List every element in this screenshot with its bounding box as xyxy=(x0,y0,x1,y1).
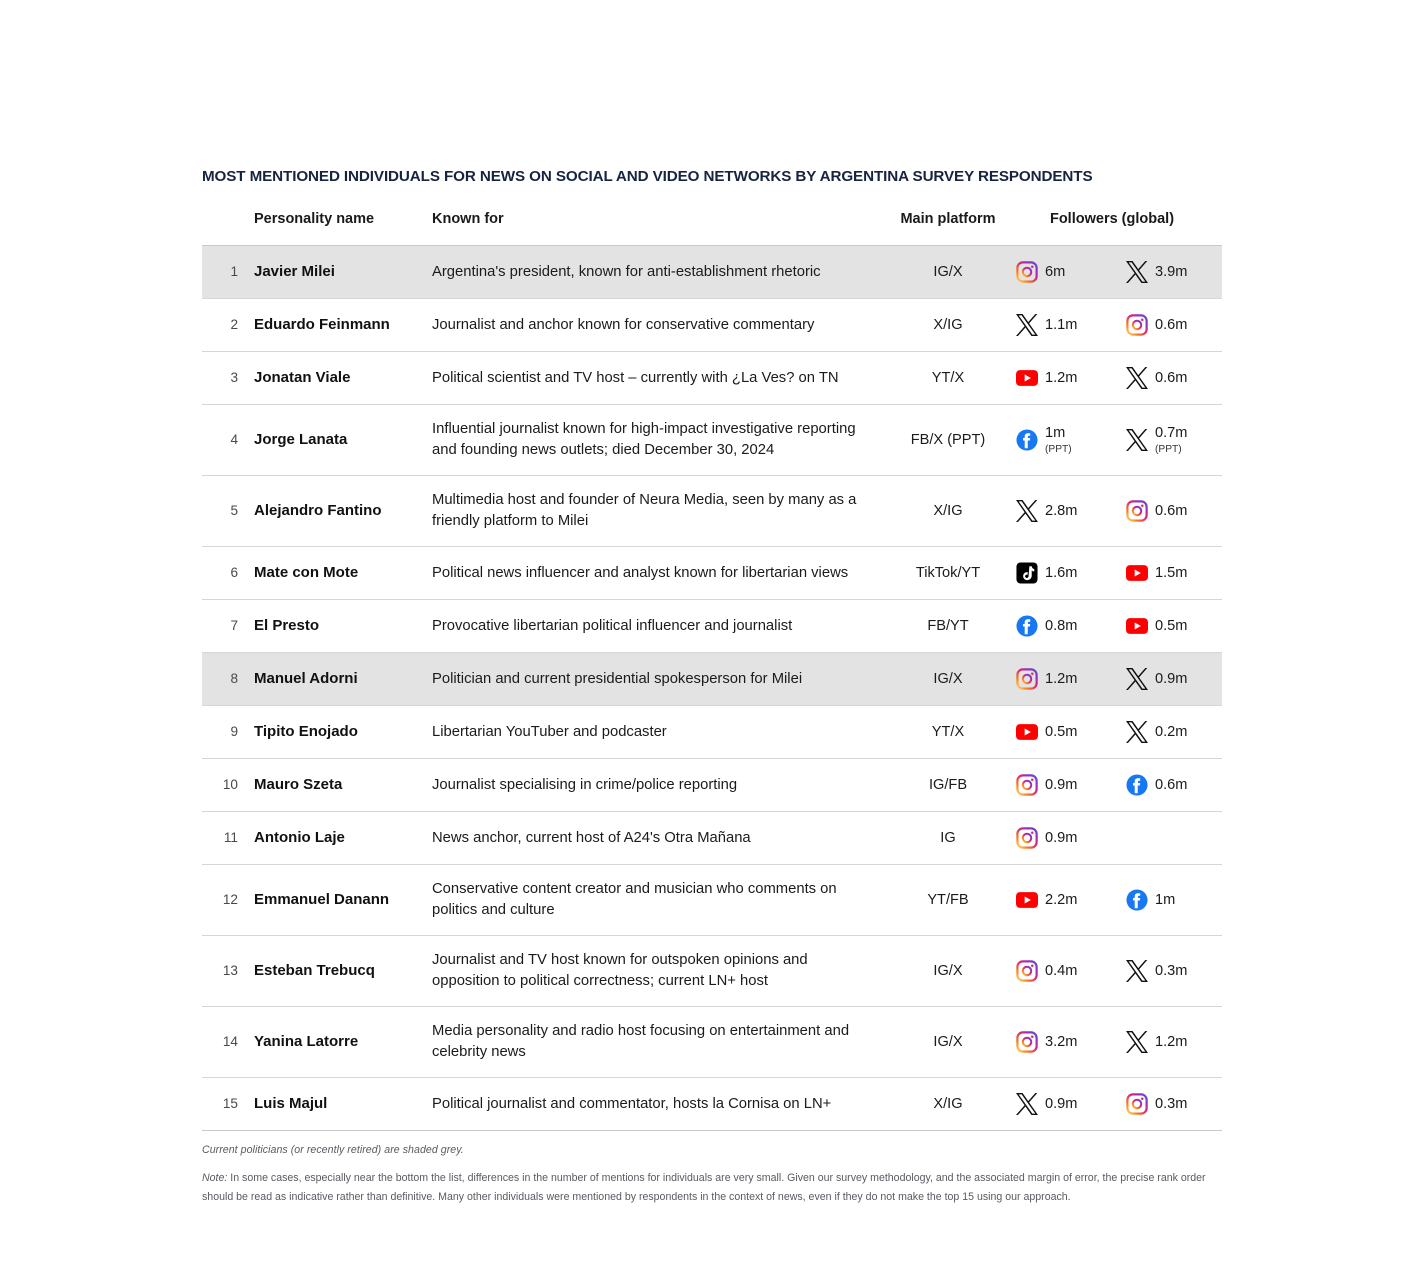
followers-entry xyxy=(1016,561,1112,585)
instagram-icon xyxy=(1016,960,1038,982)
cell-known-for: Multimedia host and founder of Neura Media, seen by many as a friendly platform to Milei xyxy=(432,492,857,529)
cell-rank: 15 xyxy=(222,1096,238,1112)
instagram-icon xyxy=(1016,1031,1038,1053)
cell-followers-2 xyxy=(1112,653,1222,706)
cell-main-platform: IG/FB xyxy=(928,776,968,793)
instagram-icon xyxy=(1016,827,1038,849)
cell-rank: 10 xyxy=(222,777,238,793)
cell-known-for: News anchor, current host of A24's Otra Mañana xyxy=(432,829,751,846)
cell-rank: 1 xyxy=(202,246,254,299)
rankings-table xyxy=(202,211,1222,1131)
cell-followers-1 xyxy=(1002,405,1112,476)
table-row xyxy=(202,352,1222,405)
followers-count: 0.8m xyxy=(1045,617,1078,634)
cell-personality-name: Mauro Szeta xyxy=(254,776,343,794)
cell-followers-2 xyxy=(1112,1007,1222,1078)
cell-known-for: Journalist and anchor known for conservative commentary xyxy=(432,316,815,333)
column-header-name: Personality name xyxy=(254,211,375,227)
cell-personality-name: El Presto xyxy=(254,617,320,635)
x-icon xyxy=(1016,1093,1038,1115)
followers-value-wrap xyxy=(1045,368,1077,389)
youtube-icon xyxy=(1016,889,1038,911)
cell-followers-2 xyxy=(1112,1078,1222,1131)
followers-count: 0.9m xyxy=(1045,829,1078,846)
cell-main-platform: X/IG xyxy=(933,316,963,333)
followers-value-wrap xyxy=(1155,262,1187,283)
x-icon xyxy=(1016,314,1038,336)
footnote-note-body: In some cases, especially near the bottom the list, differences in the number of mentions for individuals are very small. Given our survey methodology, and the associated margin of error, the precise rank order should be read as indicative rather than definitive. Many other individuals were mentioned by respondents in the context of news, even if they do not make the top 15 using our approach. xyxy=(202,1172,1206,1203)
followers-value-wrap xyxy=(1155,423,1187,456)
cell-followers-1 xyxy=(1002,936,1112,1007)
x-icon xyxy=(1016,500,1038,522)
table-row xyxy=(202,405,1222,476)
followers-count: 3.2m xyxy=(1045,1033,1078,1050)
cell-main-platform: IG/X xyxy=(933,1033,963,1050)
cell-followers-1 xyxy=(1002,706,1112,759)
followers-value-wrap xyxy=(1155,315,1187,336)
page-title: MOST MENTIONED INDIVIDUALS FOR NEWS ON SOCIAL AND VIDEO NETWORKS BY ARGENTINA SURVEY RESPONDENTS xyxy=(202,168,1093,185)
cell-rank: 7 xyxy=(230,618,238,634)
followers-count: 1.5m xyxy=(1155,564,1188,581)
followers-value-wrap xyxy=(1045,669,1077,690)
followers-value-wrap xyxy=(1155,722,1187,743)
cell-followers-1 xyxy=(1002,299,1112,352)
cell-known-for: Political news influencer and analyst known for libertarian views xyxy=(432,564,849,581)
followers-value-wrap xyxy=(1045,828,1077,849)
followers-entry xyxy=(1126,667,1222,691)
cell-followers-1 xyxy=(1002,865,1112,936)
followers-entry xyxy=(1016,888,1112,912)
cell-followers-2 xyxy=(1112,352,1222,405)
followers-count: 0.6m xyxy=(1155,502,1188,519)
cell-followers-2 xyxy=(1112,299,1222,352)
cell-known-for: Provocative libertarian political influencer and journalist xyxy=(432,617,793,634)
cell-followers-1 xyxy=(1002,1078,1112,1131)
followers-value-wrap xyxy=(1155,1032,1187,1053)
cell-followers-1 xyxy=(1002,352,1112,405)
followers-count: 0.6m xyxy=(1155,776,1188,793)
instagram-icon xyxy=(1016,774,1038,796)
cell-known-for: Politician and current presidential spokesperson for Milei xyxy=(432,653,894,706)
followers-subnote: (PPT) xyxy=(1155,444,1182,456)
cell-followers-2 xyxy=(1112,246,1222,299)
followers-count: 6m xyxy=(1045,263,1066,280)
followers-value-wrap xyxy=(1045,315,1077,336)
followers-count: 0.9m xyxy=(1155,670,1188,687)
followers-entry xyxy=(1016,260,1112,284)
cell-rank: 6 xyxy=(230,565,238,581)
followers-entry xyxy=(1016,499,1112,523)
followers-count: 0.7m xyxy=(1155,425,1188,442)
followers-value-wrap xyxy=(1155,890,1175,911)
youtube-icon xyxy=(1126,615,1148,637)
table-header xyxy=(202,211,1222,246)
cell-personality-name: Antonio Laje xyxy=(254,829,345,847)
followers-value-wrap xyxy=(1045,563,1077,584)
cell-known-for: Libertarian YouTuber and podcaster xyxy=(432,723,667,740)
table-row xyxy=(202,936,1222,1007)
followers-entry xyxy=(1016,313,1112,337)
followers-entry xyxy=(1126,366,1222,390)
cell-rank: 11 xyxy=(223,830,238,846)
cell-followers-1 xyxy=(1002,1007,1112,1078)
cell-followers-2 xyxy=(1112,936,1222,1007)
column-header-rank xyxy=(202,211,254,246)
cell-rank: 12 xyxy=(222,892,238,908)
followers-entry xyxy=(1126,720,1222,744)
followers-value-wrap xyxy=(1155,775,1187,796)
followers-entry xyxy=(1016,826,1112,850)
followers-count: 0.5m xyxy=(1045,723,1078,740)
instagram-icon xyxy=(1126,1093,1148,1115)
table-row xyxy=(202,812,1222,865)
followers-count: 0.4m xyxy=(1045,962,1078,979)
youtube-icon xyxy=(1016,367,1038,389)
cell-followers-1 xyxy=(1002,246,1112,299)
cell-main-platform: FB/YT xyxy=(927,617,969,634)
cell-known-for: Political journalist and commentator, hosts la Cornisa on LN+ xyxy=(432,1095,832,1112)
cell-main-platform: IG xyxy=(940,829,956,846)
cell-known-for: Argentina's president, known for anti-establishment rhetoric xyxy=(432,246,894,299)
followers-count: 0.9m xyxy=(1045,1095,1078,1112)
facebook-icon xyxy=(1126,774,1148,796)
followers-count: 0.5m xyxy=(1155,617,1188,634)
cell-rank: 4 xyxy=(230,432,238,448)
followers-entry xyxy=(1016,366,1112,390)
followers-count: 1.1m xyxy=(1045,316,1078,333)
cell-followers-2 xyxy=(1112,759,1222,812)
table-row xyxy=(202,547,1222,600)
followers-value-wrap xyxy=(1045,722,1077,743)
followers-count: 0.2m xyxy=(1155,723,1188,740)
instagram-icon xyxy=(1016,668,1038,690)
table-row xyxy=(202,759,1222,812)
followers-entry xyxy=(1126,499,1222,523)
youtube-icon xyxy=(1126,562,1148,584)
cell-main-platform: TikTok/YT xyxy=(915,564,981,581)
followers-value-wrap xyxy=(1045,961,1077,982)
cell-personality-name: Mate con Mote xyxy=(254,564,359,582)
cell-main-platform: YT/X xyxy=(931,369,965,386)
cell-main-platform: IG/X xyxy=(894,246,1002,299)
followers-count: 2.2m xyxy=(1045,891,1078,908)
followers-value-wrap xyxy=(1045,1094,1077,1115)
followers-entry xyxy=(1126,1092,1222,1116)
cell-known-for: Influential journalist known for high-impact investigative reporting and founding news outlets; died December 30, 2024 xyxy=(432,421,856,458)
column-header-known-for: Known for xyxy=(432,211,504,227)
table-row xyxy=(202,1007,1222,1078)
followers-count: 1.2m xyxy=(1045,369,1078,386)
followers-value-wrap xyxy=(1155,1094,1187,1115)
x-icon xyxy=(1126,668,1148,690)
instagram-icon xyxy=(1126,500,1148,522)
followers-count: 3.9m xyxy=(1155,263,1188,280)
cell-personality-name: Luis Majul xyxy=(254,1095,328,1113)
table-body xyxy=(202,246,1222,1131)
cell-rank: 8 xyxy=(202,653,254,706)
facebook-icon xyxy=(1126,889,1148,911)
followers-entry xyxy=(1126,614,1222,638)
instagram-icon xyxy=(1016,261,1038,283)
followers-entry xyxy=(1126,1030,1222,1054)
followers-entry xyxy=(1126,313,1222,337)
followers-value-wrap xyxy=(1155,368,1187,389)
followers-count: 0.9m xyxy=(1045,776,1078,793)
cell-main-platform: IG/X xyxy=(894,653,1002,706)
followers-value-wrap xyxy=(1045,262,1065,283)
cell-rank: 14 xyxy=(222,1034,238,1050)
cell-personality-name: Javier Milei xyxy=(254,246,432,299)
cell-personality-name: Esteban Trebucq xyxy=(254,962,375,980)
cell-rank: 5 xyxy=(230,503,238,519)
cell-personality-name: Emmanuel Danann xyxy=(254,891,390,909)
x-icon xyxy=(1126,721,1148,743)
followers-value-wrap xyxy=(1155,563,1187,584)
followers-value-wrap xyxy=(1045,890,1077,911)
cell-followers-2 xyxy=(1112,547,1222,600)
column-header-followers: Followers (global) xyxy=(1049,211,1175,227)
table-row xyxy=(202,865,1222,936)
cell-followers-1 xyxy=(1002,476,1112,547)
facebook-icon xyxy=(1016,429,1038,451)
cell-main-platform: YT/FB xyxy=(927,891,969,908)
footnote-note-lead: Note: xyxy=(202,1172,228,1184)
cell-rank: 3 xyxy=(230,370,238,386)
footnote-note xyxy=(202,1169,1214,1206)
followers-value-wrap xyxy=(1155,501,1187,522)
x-icon xyxy=(1126,261,1148,283)
cell-personality-name: Jonatan Viale xyxy=(254,369,351,387)
youtube-icon xyxy=(1016,721,1038,743)
followers-entry xyxy=(1016,773,1112,797)
followers-count: 1m xyxy=(1155,891,1176,908)
cell-followers-2 xyxy=(1112,600,1222,653)
followers-value-wrap xyxy=(1155,616,1187,637)
tiktok-icon xyxy=(1016,562,1038,584)
x-icon xyxy=(1126,429,1148,451)
followers-entry xyxy=(1126,773,1222,797)
followers-entry xyxy=(1126,959,1222,983)
cell-rank: 9 xyxy=(230,724,238,740)
followers-value-wrap xyxy=(1045,616,1077,637)
table-row xyxy=(202,653,1222,706)
followers-value-wrap xyxy=(1045,423,1072,456)
header-row xyxy=(202,211,1222,246)
followers-count: 2.8m xyxy=(1045,502,1078,519)
cell-followers-1 xyxy=(1002,600,1112,653)
table-row xyxy=(202,1078,1222,1131)
followers-count: 0.6m xyxy=(1155,369,1188,386)
cell-followers-1 xyxy=(1002,759,1112,812)
cell-known-for: Conservative content creator and musician who comments on politics and culture xyxy=(432,881,837,918)
followers-count: 1.6m xyxy=(1045,564,1078,581)
x-icon xyxy=(1126,960,1148,982)
followers-value-wrap xyxy=(1045,1032,1077,1053)
cell-personality-name: Eduardo Feinmann xyxy=(254,316,390,334)
followers-value-wrap xyxy=(1045,775,1077,796)
followers-entry xyxy=(1126,561,1222,585)
cell-followers-1 xyxy=(1002,653,1112,706)
cell-followers-2 xyxy=(1112,812,1222,865)
cell-rank: 13 xyxy=(222,963,238,979)
cell-followers-1 xyxy=(1002,547,1112,600)
cell-known-for: Journalist specialising in crime/police reporting xyxy=(432,776,738,793)
followers-count: 1.2m xyxy=(1155,1033,1188,1050)
footnote-shading: Current politicians (or recently retired) are shaded grey. xyxy=(202,1144,464,1156)
cell-main-platform: YT/X xyxy=(931,723,965,740)
followers-entry xyxy=(1016,1030,1112,1054)
followers-entry xyxy=(1016,720,1112,744)
cell-followers-2 xyxy=(1112,865,1222,936)
cell-main-platform: IG/X xyxy=(933,962,963,979)
cell-personality-name: Yanina Latorre xyxy=(254,1033,359,1051)
x-icon xyxy=(1126,1031,1148,1053)
followers-value-wrap xyxy=(1155,669,1187,690)
table-row xyxy=(202,476,1222,547)
followers-count: 1m xyxy=(1045,425,1066,442)
followers-entry xyxy=(1016,423,1112,456)
cell-followers-2 xyxy=(1112,405,1222,476)
cell-rank: 2 xyxy=(230,317,238,333)
cell-followers-1 xyxy=(1002,812,1112,865)
x-icon xyxy=(1126,367,1148,389)
followers-count: 0.6m xyxy=(1155,316,1188,333)
followers-entry xyxy=(1126,888,1222,912)
followers-value-wrap xyxy=(1045,501,1077,522)
cell-followers-2 xyxy=(1112,476,1222,547)
cell-main-platform: X/IG xyxy=(933,1095,963,1112)
table-row xyxy=(202,246,1222,299)
cell-main-platform: X/IG xyxy=(933,502,963,519)
table-row xyxy=(202,706,1222,759)
followers-count: 0.3m xyxy=(1155,962,1188,979)
cell-followers-2 xyxy=(1112,706,1222,759)
followers-entry xyxy=(1016,1092,1112,1116)
cell-known-for: Journalist and TV host known for outspoken opinions and opposition to political correctness; current LN+ host xyxy=(432,952,808,989)
followers-value-wrap xyxy=(1155,961,1187,982)
followers-entry xyxy=(1016,614,1112,638)
followers-entry xyxy=(1016,959,1112,983)
cell-main-platform: FB/X (PPT) xyxy=(910,431,986,448)
cell-personality-name: Tipito Enojado xyxy=(254,723,358,741)
figure-container xyxy=(202,168,1222,1206)
column-header-platform: Main platform xyxy=(900,211,996,227)
cell-personality-name: Manuel Adorni xyxy=(254,653,432,706)
cell-personality-name: Alejandro Fantino xyxy=(254,502,382,520)
followers-entry xyxy=(1126,423,1222,456)
instagram-icon xyxy=(1126,314,1148,336)
cell-known-for: Political scientist and TV host – currently with ¿La Ves? on TN xyxy=(432,369,839,386)
table-row xyxy=(202,299,1222,352)
facebook-icon xyxy=(1016,615,1038,637)
cell-personality-name: Jorge Lanata xyxy=(254,431,348,449)
followers-entry xyxy=(1016,667,1112,691)
followers-count: 0.3m xyxy=(1155,1095,1188,1112)
cell-known-for: Media personality and radio host focusing on entertainment and celebrity news xyxy=(432,1023,850,1060)
followers-subnote: (PPT) xyxy=(1045,444,1072,456)
table-row xyxy=(202,600,1222,653)
followers-count: 1.2m xyxy=(1045,670,1078,687)
followers-entry xyxy=(1126,260,1222,284)
